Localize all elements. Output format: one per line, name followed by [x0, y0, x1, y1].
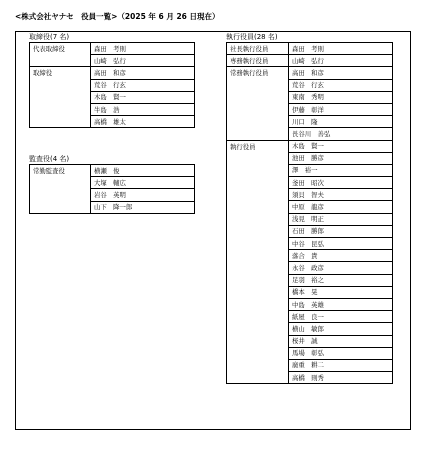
roster-row: [227, 286, 393, 298]
name-cell: 木島 賢一: [91, 91, 195, 103]
roster-row: [227, 238, 393, 250]
name-cell: 牛島 浩: [91, 103, 195, 115]
roster-row: [227, 91, 393, 103]
role-cell: 常務執行役員: [227, 67, 289, 79]
name-cell: 岩谷 英明: [91, 189, 195, 201]
roster-row: [227, 298, 393, 310]
roster-row: [227, 262, 393, 274]
role-cell: [227, 311, 289, 323]
roster-row: [227, 201, 393, 213]
role-cell: [30, 91, 91, 103]
roster-row: [227, 335, 393, 347]
name-cell: 須貝 智夫: [289, 189, 393, 201]
roster-row: [30, 79, 195, 91]
role-cell: [227, 189, 289, 201]
role-cell: [30, 189, 91, 201]
roster-row: [30, 103, 195, 115]
role-cell: [227, 359, 289, 371]
roster-row: [30, 201, 195, 213]
role-cell: [227, 91, 289, 103]
name-cell: 石田 勝郎: [289, 225, 393, 237]
role-cell: 取締役: [30, 67, 91, 79]
name-cell: 釜田 昭次: [289, 177, 393, 189]
name-cell: 澤 裕一: [289, 164, 393, 176]
officer-list-frame: [15, 31, 411, 430]
role-cell: [227, 116, 289, 128]
roster-row: [30, 116, 195, 128]
role-cell: 専務執行役員: [227, 55, 289, 67]
role-cell: [227, 372, 289, 384]
role-cell: [227, 238, 289, 250]
name-cell: 木島 賢一: [289, 140, 393, 152]
name-cell: 大塚 輔広: [91, 177, 195, 189]
role-cell: [227, 274, 289, 286]
name-cell: 高田 和彦: [289, 67, 393, 79]
name-cell: 廣重 耕二: [289, 359, 393, 371]
name-cell: 中島 英雄: [289, 298, 393, 310]
name-cell: 長谷川 善弘: [289, 128, 393, 140]
name-cell: 紙屋 良一: [289, 311, 393, 323]
role-cell: 執行役員: [227, 140, 289, 152]
roster-row: [227, 372, 393, 384]
roster-row: [227, 103, 393, 115]
roster-row: [227, 152, 393, 164]
role-cell: [227, 128, 289, 140]
name-cell: 横山 敏郎: [289, 323, 393, 335]
name-cell: 山下 降一郎: [91, 201, 195, 213]
role-cell: 常勤監査役: [30, 165, 91, 177]
name-cell: 桜井 誠: [289, 335, 393, 347]
role-cell: [227, 347, 289, 359]
name-cell: 馬場 彰弘: [289, 347, 393, 359]
role-cell: [227, 152, 289, 164]
roster-row: [227, 225, 393, 237]
roster-row: [227, 359, 393, 371]
officers-table: [226, 42, 393, 384]
page-title: <株式会社ヤナセ 役員一覧>（2025 年 6 月 26 日現在）: [15, 12, 220, 21]
roster-row: [30, 165, 195, 177]
name-cell: 足羽 裕之: [289, 274, 393, 286]
name-cell: 高田 和彦: [91, 67, 195, 79]
name-cell: 池田 勝彦: [289, 152, 393, 164]
roster-row: [227, 311, 393, 323]
roster-row: [227, 189, 393, 201]
role-cell: [227, 213, 289, 225]
roster-row: [227, 274, 393, 286]
role-cell: [227, 250, 289, 262]
name-cell: 荒谷 行玄: [91, 79, 195, 91]
directors-section: [29, 32, 195, 128]
role-cell: [227, 103, 289, 115]
role-cell: [227, 201, 289, 213]
roster-row: [227, 250, 393, 262]
name-cell: 橋本 晃: [289, 286, 393, 298]
name-cell: 中谷 昆弘: [289, 238, 393, 250]
name-cell: 東南 秀明: [289, 91, 393, 103]
name-cell: 高橋 則秀: [289, 372, 393, 384]
roster-row: [227, 213, 393, 225]
roster-row: [227, 55, 393, 67]
auditors-section: [29, 154, 195, 214]
role-cell: [30, 103, 91, 115]
role-cell: [30, 55, 91, 67]
executive-officers-section: [226, 32, 393, 384]
name-cell: 落合 貴: [289, 250, 393, 262]
role-cell: [227, 177, 289, 189]
role-cell: [30, 79, 91, 91]
roster-row: [227, 43, 393, 55]
name-cell: 森田 考則: [289, 43, 393, 55]
role-cell: [227, 225, 289, 237]
roster-row: [227, 128, 393, 140]
role-cell: [227, 335, 289, 347]
roster-row: [30, 43, 195, 55]
name-cell: 山崎 弘行: [289, 55, 393, 67]
name-cell: 伊藤 彰洋: [289, 103, 393, 115]
roster-row: [227, 323, 393, 335]
role-cell: [227, 164, 289, 176]
roster-row: [30, 67, 195, 79]
roster-row: [227, 79, 393, 91]
name-cell: 山崎 弘行: [91, 55, 195, 67]
directors-heading: 取締役(7 名): [29, 33, 70, 41]
name-cell: 永谷 政彦: [289, 262, 393, 274]
roster-row: [227, 347, 393, 359]
roster-row: [30, 55, 195, 67]
role-cell: [227, 286, 289, 298]
role-cell: 代表取締役: [30, 43, 91, 55]
role-cell: [227, 262, 289, 274]
roster-row: [30, 91, 195, 103]
name-cell: 森田 考則: [91, 43, 195, 55]
auditors-table: [29, 164, 195, 214]
name-cell: 荒谷 行玄: [289, 79, 393, 91]
officers-heading: 執行役員(28 名): [226, 33, 278, 41]
name-cell: 川口 隆: [289, 116, 393, 128]
role-cell: [30, 177, 91, 189]
roster-row: [227, 164, 393, 176]
role-cell: [227, 298, 289, 310]
roster-row: [30, 189, 195, 201]
roster-row: [227, 116, 393, 128]
name-cell: 高橋 雄太: [91, 116, 195, 128]
name-cell: 浅見 明正: [289, 213, 393, 225]
role-cell: [227, 323, 289, 335]
role-cell: [30, 116, 91, 128]
roster-row: [30, 177, 195, 189]
auditors-heading: 監査役(4 名): [29, 155, 70, 163]
role-cell: [227, 79, 289, 91]
role-cell: [30, 201, 91, 213]
roster-row: [227, 67, 393, 79]
role-cell: 社長執行役員: [227, 43, 289, 55]
roster-row: [227, 140, 393, 152]
name-cell: 中原 龍彦: [289, 201, 393, 213]
directors-table: [29, 42, 195, 128]
name-cell: 横瀬 俊: [91, 165, 195, 177]
roster-row: [227, 177, 393, 189]
